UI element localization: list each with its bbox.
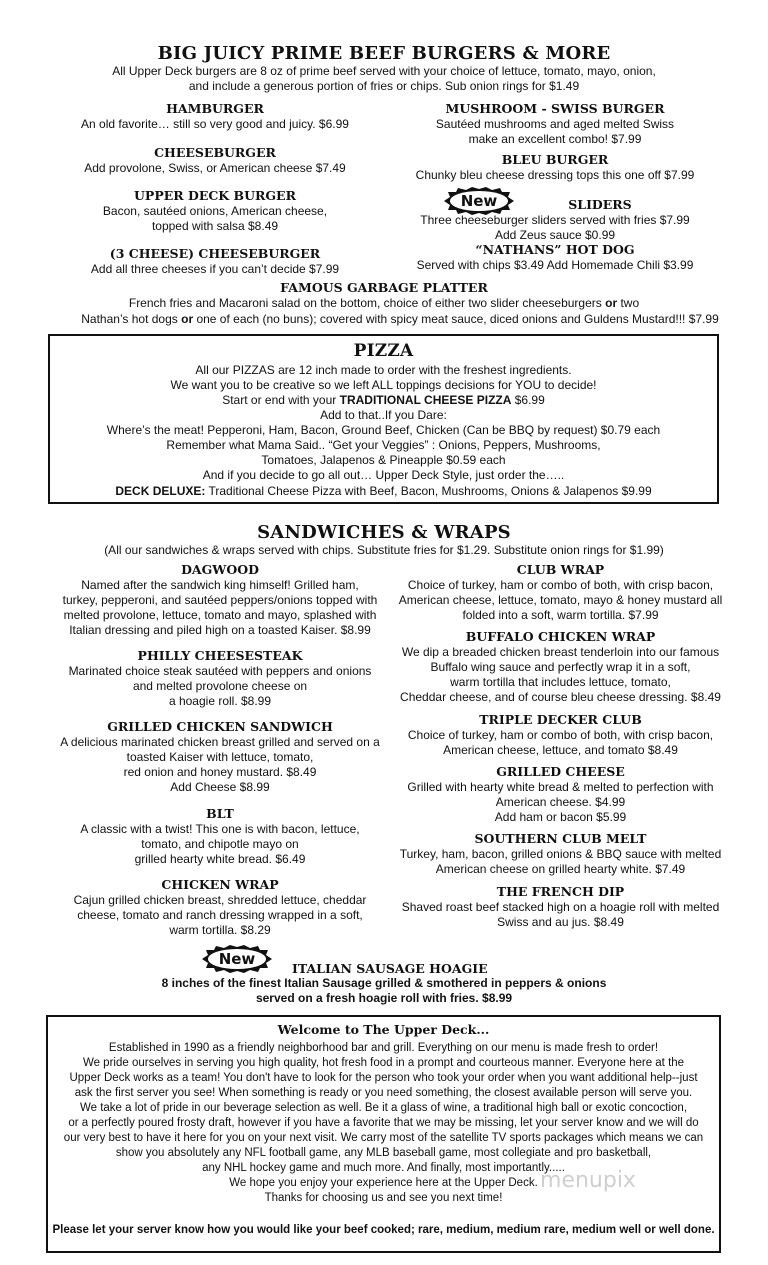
menu-item-grilled-chicken-sandwich <box>40 719 400 795</box>
item-desc: American cheese on grilled hearty white. $7.49 <box>435 862 686 876</box>
item-desc: toasted Kaiser with lettuce, tomato, <box>126 750 314 764</box>
item-desc: Turkey, ham, bacon, grilled onions & BBQ sauce with melted <box>399 847 722 861</box>
garbage-platter-desc-1 <box>0 296 768 311</box>
item-desc: Add ham or bacon $5.99 <box>494 810 627 824</box>
pizza-text: Traditional Cheese Pizza with Beef, Bacon, Mushrooms, Onions & Jalapenos $9.99 <box>205 484 652 498</box>
new-badge-label: New <box>218 950 256 968</box>
welcome-line: or a perfectly poured frosty draft, however if you have a favorite that we may be missing, let your server know and we will do <box>68 1117 699 1129</box>
menu-item-buffalo-chicken-wrap <box>388 629 733 705</box>
deck-deluxe-label: DECK DELUXE: <box>115 484 206 498</box>
welcome-line: Established in 1990 as a friendly neighborhood bar and grill. Everything on our menu is made fresh to order! <box>108 1042 659 1054</box>
pizza-traditional: TRADITIONAL CHEESE PIZZA <box>339 393 512 407</box>
item-desc: Sautéed mushrooms and aged melted Swiss <box>435 117 675 131</box>
item-desc: American cheese. $4.99 <box>495 795 626 809</box>
pizza-line: And if you decide to go all out… Upper Deck Style, just order the….. <box>202 468 565 482</box>
item-desc: warm tortilla that includes lettuce, tomato, <box>450 675 671 689</box>
hoagie-name: ITALIAN SAUSAGE HOAGIE <box>292 961 488 976</box>
hoagie-desc-1: 8 inches of the finest Italian Sausage grilled & smothered in peppers & onions <box>161 976 607 990</box>
menu-item-french-dip <box>388 884 733 930</box>
item-name: HAMBURGER <box>166 101 264 116</box>
item-desc: cheese, tomato and ranch dressing wrapped in a soft, <box>77 908 363 922</box>
pizza-title: PIZZA <box>353 341 414 361</box>
item-desc: Swiss and au jus. $8.49 <box>497 915 624 929</box>
welcome-line: show you absolutely any NFL football game, any MLB baseball game, most collegiate and pro basketball, <box>115 1147 652 1159</box>
sliders-desc-2: Add Zeus sauce $0.99 <box>494 228 616 242</box>
pizza-line: Add to that..If you Dare: <box>320 408 447 422</box>
garbage-or: or <box>605 296 618 310</box>
item-desc: Grilled with hearty white bread & melted to perfection with <box>407 780 714 794</box>
item-name: BUFFALO CHICKEN WRAP <box>465 629 656 644</box>
burgers-intro-1: All Upper Deck burgers are 8 oz of prime beef served with your choice of lettuce, tomato, mayo, onion, <box>112 64 656 78</box>
new-badge-label: New <box>460 192 498 210</box>
item-desc: We dip a breaded chicken breast tenderloin into our famous <box>401 645 720 659</box>
menu-item-club-wrap <box>388 562 733 623</box>
item-desc: Named after the sandwich king himself! Grilled ham, <box>81 578 359 592</box>
garbage-text: two <box>617 296 640 310</box>
item-name: SLIDERS <box>568 197 632 212</box>
menu-item-grilled-cheese <box>388 764 733 825</box>
welcome-line: We hope you enjoy your experience here at the Upper Deck. <box>229 1177 538 1189</box>
welcome-line: Upper Deck works as a team! You don't have to look for the person who took your order when you want additional help--just <box>69 1072 698 1084</box>
item-desc: tomato, and chipotle mayo on <box>141 837 299 851</box>
item-name: UPPER DECK BURGER <box>134 188 296 203</box>
menu-item-mushroom-swiss-burger <box>390 101 720 147</box>
garbage-text: one of each (no buns); covered with spicy meat sauce, diced onions and Guldens Mustard!!! $7.99 <box>193 312 719 326</box>
sliders-desc-1: Three cheeseburger sliders served with fries $7.99 <box>420 213 690 227</box>
welcome-line: ask the first server you see! When something is ready or you need something, the closest available person will serve you. <box>74 1087 693 1099</box>
item-desc: a hoagie roll. $8.99 <box>168 694 272 708</box>
item-desc: Shaved roast beef stacked high on a hoagie roll with melted <box>401 900 720 914</box>
garbage-platter-name: FAMOUS GARBAGE PLATTER <box>280 280 488 295</box>
menu-item-sliders <box>470 197 730 213</box>
garbage-platter-desc-2 <box>40 312 760 327</box>
sandwiches-intro: (All our sandwiches & wraps served with chips. Substitute fries for $1.29. Substitute onion rings for $1.99) <box>104 543 664 557</box>
item-desc: red onion and honey mustard. $8.49 <box>123 765 317 779</box>
item-desc: A delicious marinated chicken breast grilled and served on a <box>60 735 380 749</box>
pizza-line: Tomatoes, Jalapenos & Pineapple $0.59 each <box>261 453 506 467</box>
welcome-title: Welcome to The Upper Deck... <box>277 1022 490 1037</box>
menu-item-chicken-wrap <box>40 877 400 938</box>
item-desc: American cheese, lettuce, tomato, mayo & honey mustard all <box>398 593 723 607</box>
item-desc: Buffalo wing sauce and perfectly wrap it in a soft, <box>430 660 691 674</box>
sandwiches-title: SANDWICHES & WRAPS <box>257 522 511 543</box>
item-name: “NATHANS” HOT DOG <box>475 242 635 257</box>
item-desc: Cheddar cheese, and of course bleu cheese dressing. $8.49 <box>400 690 721 704</box>
welcome-line: We pride ourselves in serving you high quality, hot fresh food in a prompt and courteous manner. Everyone here at the <box>82 1057 685 1069</box>
burgers-title: BIG JUICY PRIME BEEF BURGERS & MORE <box>157 43 611 64</box>
item-desc: Choice of turkey, ham or combo of both, with crisp bacon, <box>407 578 714 592</box>
pizza-text: $6.99 <box>511 393 545 407</box>
welcome-line: any NHL hockey game and much more. And finally, most importantly..... <box>202 1162 565 1174</box>
item-desc: folded into a soft, warm tortilla. $7.99 <box>462 608 659 622</box>
welcome-line: our very best to have it here for you on your next visit. We carry most of the satellite TV sports packages which means we can <box>63 1132 704 1144</box>
pizza-line: We want you to be creative so we left ALL toppings decisions for YOU to decide! <box>170 378 597 392</box>
item-desc: topped with salsa $8.49 <box>151 219 279 233</box>
pizza-line: All our PIZZAS are 12 inch made to order with the freshest ingredients. <box>195 363 572 377</box>
garbage-text: French fries and Macaroni salad on the bottom, choice of either two slider cheeseburgers <box>128 296 606 310</box>
item-desc: make an excellent combo! $7.99 <box>468 132 642 146</box>
item-name: CLUB WRAP <box>516 562 605 577</box>
item-name: PHILLY CHEESESTEAK <box>137 648 303 663</box>
welcome-line: We take a lot of pride in our beverage selection as well. Be it a glass of wine, a traditional high ball or exotic concoction, <box>79 1102 688 1114</box>
item-desc: Chunky bleu cheese dressing tops this one off $7.99 <box>415 168 695 182</box>
menu-item-triple-decker-club <box>388 712 733 758</box>
item-desc: Cajun grilled chicken breast, shredded lettuce, cheddar <box>73 893 367 907</box>
menu-item-philly-cheesesteak <box>40 648 400 709</box>
menu-item-hamburger <box>50 101 380 132</box>
new-badge <box>200 944 274 974</box>
watermark: menupix <box>540 1168 636 1193</box>
item-desc: grilled hearty white bread. $6.49 <box>134 852 306 866</box>
item-desc: A classic with a twist! This one is with bacon, lettuce, <box>80 822 360 836</box>
menu-item-nathans-hot-dog <box>390 242 720 273</box>
item-desc: Add provolone, Swiss, or American cheese $7.49 <box>84 161 346 175</box>
item-desc: Italian dressing and piled high on a toasted Kaiser. $8.99 <box>69 623 371 637</box>
item-desc: Marinated choice steak sautéed with peppers and onions <box>68 664 372 678</box>
pizza-text: Start or end with your <box>222 393 340 407</box>
menu-item-blt <box>40 806 400 867</box>
item-name: SOUTHERN CLUB MELT <box>474 831 647 846</box>
item-desc: turkey, pepperoni, and sautéed peppers/onions topped with <box>62 593 378 607</box>
pizza-line <box>50 484 717 499</box>
garbage-text: Nathan’s hot dogs <box>81 312 182 326</box>
menu-item-upper-deck-burger <box>50 188 380 234</box>
menu-item-cheeseburger <box>50 145 380 176</box>
item-desc: American cheese, lettuce, and tomato $8.49 <box>443 743 678 757</box>
item-name: GRILLED CHICKEN SANDWICH <box>107 719 333 734</box>
pizza-box <box>48 334 719 504</box>
item-desc: Bacon, sautéed onions, American cheese, <box>102 204 328 218</box>
menu-item-3-cheese-cheeseburger <box>50 246 380 277</box>
item-desc: Add all three cheeses if you can’t decide $7.99 <box>90 262 340 276</box>
item-name: TRIPLE DECKER CLUB <box>479 712 642 727</box>
item-name: DAGWOOD <box>181 562 259 577</box>
hoagie-desc-2: served on a fresh hoagie roll with fries. $8.99 <box>255 991 513 1005</box>
item-name: GRILLED CHEESE <box>496 764 625 779</box>
item-desc: Served with chips $3.49 Add Homemade Chili $3.99 <box>416 258 694 272</box>
pizza-line: Remember what Mama Said.. “Get your Veggies” : Onions, Peppers, Mushrooms, <box>166 438 601 452</box>
item-name: MUSHROOM - SWISS BURGER <box>445 101 665 116</box>
welcome-footer: Please let your server know how you would like your beef cooked; rare, medium, medium rare, medium well or well done. <box>52 1224 715 1236</box>
item-name: THE FRENCH DIP <box>496 884 625 899</box>
item-name: CHICKEN WRAP <box>161 877 279 892</box>
item-name: BLT <box>206 806 234 821</box>
menu-item-dagwood <box>40 562 400 638</box>
pizza-line: Where’s the meat! Pepperoni, Ham, Bacon, Ground Beef, Chicken (Can be BBQ by request) $0.79 each <box>106 423 661 437</box>
garbage-or: or <box>181 312 194 326</box>
burgers-intro-2: and include a generous portion of fries or chips. Sub onion rings for $1.49 <box>188 79 580 93</box>
item-desc: and melted provolone cheese on <box>132 679 308 693</box>
item-desc: An old favorite… still so very good and juicy. $6.99 <box>81 117 349 131</box>
item-name: BLEU BURGER <box>501 152 609 167</box>
item-desc: melted provolone, lettuce, tomato and mayo, splashed with <box>63 608 377 622</box>
item-desc: Choice of turkey, ham or combo of both, with crisp bacon, <box>407 728 714 742</box>
item-name: (3 CHEESE) CHEESEBURGER <box>109 246 321 261</box>
item-desc: Add Cheese $8.99 <box>170 780 270 794</box>
pizza-line <box>50 393 717 408</box>
menu-item-bleu-burger <box>390 152 720 183</box>
menu-item-southern-club-melt <box>388 831 733 877</box>
item-desc: warm tortilla. $8.29 <box>169 923 271 937</box>
welcome-box <box>46 1015 721 1253</box>
welcome-line: Thanks for choosing us and see you next time! <box>264 1192 503 1204</box>
item-name: CHEESEBURGER <box>154 145 276 160</box>
